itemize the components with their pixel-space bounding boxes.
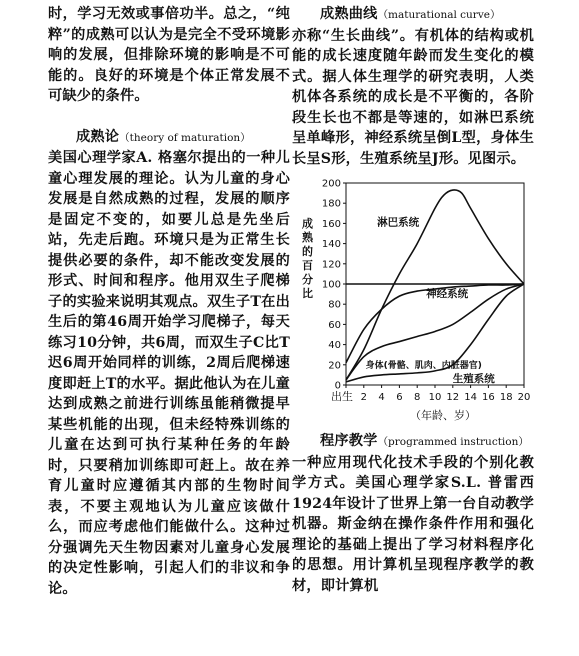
x-tick-label: 18 <box>499 392 513 403</box>
entry-body-maturation-theory: 美国心理学家A. 格塞尔提出的一种儿童心理发展的理论。认为儿童的身心发展是自然成熟的过程，发展的顺序是固定不变的，如要儿总是先坐后站，先走后跑。环境只是为正常生长提供必要的条件，却不能改变发展的形式、时间和程序。他用双生子爬梯子的实验来说明其观点。双生子T在出生后的第46周开始学习爬梯子，每天练习10分钟，共6周，而双生子C比T迟6周开始同样的训练，2周后爬梯速度即赶上T的水平。据此他认为在儿童达到成熟之前进行训练虽能稍微提早某些机能的出现，但未经特殊训练的儿童在达到可执行某种任务的年龄时，只要稍加训练即可赶上。故在养育儿童时应遵循其内部的生物时间表，不要主观地认为儿童应该做什么，而应考虑他们能做什么。这种过分强调先天生物因素对儿童身心发展的决定性影响，引起人们的非议和争论。 <box>48 150 290 597</box>
maturation-chart <box>292 175 534 425</box>
x-tick-label: 8 <box>414 392 421 403</box>
y-tick-label: 200 <box>321 178 341 190</box>
x-tick-label: 12 <box>446 392 460 403</box>
y-tick-label: 80 <box>328 299 341 311</box>
y-tick-label: 40 <box>328 340 341 352</box>
entry-body-maturational-curve: 亦称“生长曲线”。有机体的结构或机能的成长速度随年龄而发生变化的模式。据人体生理学的研究表明，人类机体各系统的成长是不平衡的，各阶段生长也不都是等速的，如淋巴系统呈单峰形，神经系统呈倒L型，身体生长呈S形，生殖系统呈J形。见图示。 <box>292 27 534 167</box>
y-tick-label: 140 <box>321 239 341 251</box>
series-annotation: 神经系统 <box>426 288 469 301</box>
intro-paragraph: 时，学习无效或事倍功半。总之，“纯粹”的成熟可以认为是完全不受环境影响的发展，但排除环境的影响是不可能的。良好的环境是个体正常发展不可缺少的条件。 <box>48 6 290 104</box>
series-annotation: 身体(骨骼、肌肉、内脏器官) <box>365 360 482 371</box>
entry-title: 成熟论 <box>76 128 120 145</box>
x-tick-label: 14 <box>464 392 477 403</box>
y-tick-label: 100 <box>321 279 341 291</box>
x-tick-label: 16 <box>482 392 495 403</box>
y-tick-label: 120 <box>321 259 341 271</box>
entry-english: （theory of maturation） <box>119 131 251 144</box>
series-annotation: 淋巴系统 <box>377 216 420 229</box>
x-tick-label: 2 <box>360 392 367 403</box>
entry-english: （programmed instruction） <box>377 436 529 448</box>
y-tick-label: 60 <box>328 319 341 331</box>
entry-body-programmed-instruction: 一种应用现代化技术手段的个别化教学方式。美国心理学家S.L. 普雷西1924年设计了世界上第一台自动教学机器。斯金纳在操作条件作用和强化理论的基础上提出了学习材料程序化的思想。用计算机呈现程序教学的教材，即计算机 <box>292 454 534 594</box>
y-tick-label: 0 <box>334 380 341 392</box>
entry-heading-maturational-curve <box>292 4 534 26</box>
x-tick-label: 10 <box>428 392 442 403</box>
right-column <box>292 4 534 596</box>
entry-english: （maturational curve） <box>377 9 501 21</box>
series-annotation: 生殖系统 <box>452 372 495 385</box>
entry-title: 成熟曲线 <box>320 6 378 22</box>
x-tick-label: 6 <box>396 392 403 403</box>
y-tick-label: 160 <box>321 218 341 230</box>
entry-title: 程序教学 <box>320 433 378 449</box>
entry-heading-maturation-theory <box>48 127 290 149</box>
y-tick-label: 180 <box>321 198 341 210</box>
y-tick-label: 20 <box>328 360 341 372</box>
x-tick-label: 出生 <box>331 390 353 403</box>
x-tick-label: 20 <box>517 392 531 403</box>
x-tick-label: 4 <box>378 392 385 403</box>
left-column <box>48 4 290 599</box>
x-axis-label: （年龄、岁） <box>410 409 476 422</box>
y-axis-label: 成熟的百分比 <box>302 217 313 300</box>
entry-heading-programmed-instruction <box>292 431 534 453</box>
